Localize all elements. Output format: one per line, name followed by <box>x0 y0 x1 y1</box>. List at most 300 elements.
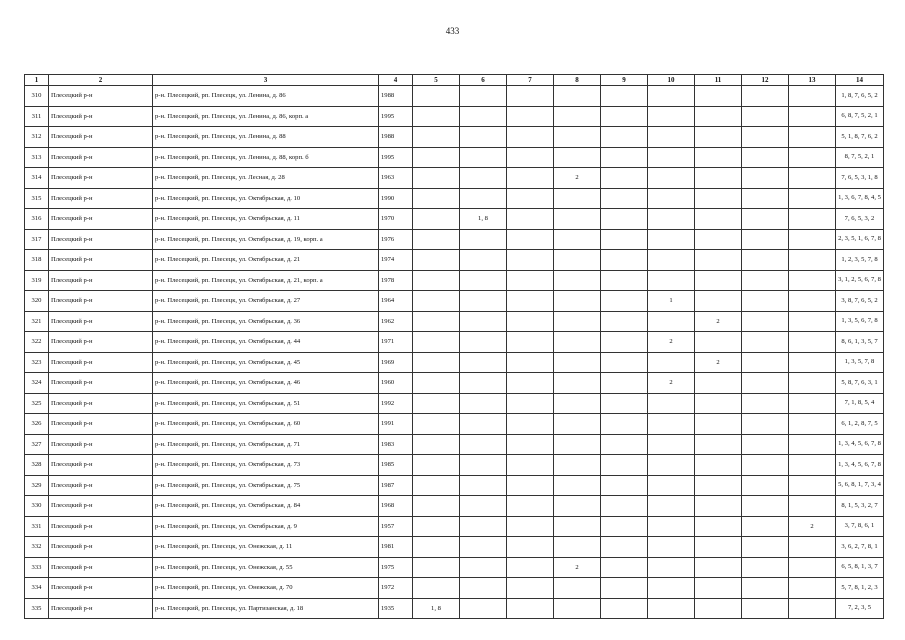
table-cell <box>507 496 554 517</box>
table-cell <box>742 106 789 127</box>
codes-cell: 8, 7, 5, 2, 1 <box>836 147 884 168</box>
district-cell: Плесецкий р-н <box>49 393 153 414</box>
table-row <box>25 434 884 455</box>
table-cell <box>789 311 836 332</box>
address-cell: р-н. Плесецкий, рп. Плесецк, ул. Ленина, д. 86 <box>153 86 379 107</box>
address-cell: р-н. Плесецкий, рп. Плесецк, ул. Октябрьская, д. 45 <box>153 352 379 373</box>
table-cell <box>601 332 648 353</box>
year-cell: 1968 <box>379 496 413 517</box>
table-cell <box>460 414 507 435</box>
address-cell: р-н. Плесецкий, рп. Плесецк, ул. Октябрьская, д. 71 <box>153 434 379 455</box>
table-cell <box>695 250 742 271</box>
table-cell <box>507 291 554 312</box>
table-cell <box>507 578 554 599</box>
table-cell <box>601 598 648 619</box>
table-cell <box>742 598 789 619</box>
codes-cell: 7, 6, 5, 3, 2 <box>836 209 884 230</box>
codes-cell: 6, 8, 7, 5, 2, 1 <box>836 106 884 127</box>
table-cell <box>789 557 836 578</box>
table-cell <box>695 106 742 127</box>
table-cell <box>648 147 695 168</box>
table-row <box>25 86 884 107</box>
table-cell <box>789 332 836 353</box>
row-number-cell: 320 <box>25 291 49 312</box>
table-cell <box>695 127 742 148</box>
table-cell <box>460 578 507 599</box>
table-row <box>25 455 884 476</box>
table-cell <box>413 578 460 599</box>
table-cell <box>460 537 507 558</box>
table-cell <box>460 455 507 476</box>
table-cell <box>648 475 695 496</box>
table-cell <box>695 578 742 599</box>
table-cell <box>789 209 836 230</box>
row-number-cell: 310 <box>25 86 49 107</box>
table-cell <box>460 106 507 127</box>
table-cell <box>648 229 695 250</box>
address-cell: р-н. Плесецкий, рп. Плесецк, ул. Онежская, д. 55 <box>153 557 379 578</box>
address-cell: р-н. Плесецкий, рп. Плесецк, ул. Октябрьская, д. 10 <box>153 188 379 209</box>
row-number-cell: 328 <box>25 455 49 476</box>
table-cell <box>554 127 601 148</box>
table-cell: 2 <box>554 557 601 578</box>
table-cell <box>789 86 836 107</box>
table-cell <box>554 516 601 537</box>
table-body <box>25 86 884 619</box>
table-row <box>25 291 884 312</box>
table-cell <box>648 598 695 619</box>
table-cell <box>460 332 507 353</box>
column-header: 8 <box>554 75 601 86</box>
table-cell <box>413 209 460 230</box>
table-cell <box>460 291 507 312</box>
table-cell <box>695 537 742 558</box>
table-cell <box>695 229 742 250</box>
table-row <box>25 537 884 558</box>
row-number-cell: 326 <box>25 414 49 435</box>
table-cell <box>742 414 789 435</box>
district-cell: Плесецкий р-н <box>49 352 153 373</box>
table-row <box>25 270 884 291</box>
table-cell <box>413 537 460 558</box>
table-cell: 1, 8 <box>413 598 460 619</box>
header-row <box>25 75 884 86</box>
table-cell <box>460 598 507 619</box>
table-cell <box>554 311 601 332</box>
row-number-cell: 315 <box>25 188 49 209</box>
table-cell <box>695 557 742 578</box>
row-number-cell: 329 <box>25 475 49 496</box>
table-row <box>25 229 884 250</box>
table-cell: 1, 8 <box>460 209 507 230</box>
district-cell: Плесецкий р-н <box>49 516 153 537</box>
table-cell <box>507 332 554 353</box>
row-number-cell: 318 <box>25 250 49 271</box>
table-cell <box>789 414 836 435</box>
table-cell <box>554 598 601 619</box>
codes-cell: 3, 7, 8, 6, 1 <box>836 516 884 537</box>
table-cell <box>648 86 695 107</box>
table-cell <box>601 229 648 250</box>
year-cell: 1992 <box>379 393 413 414</box>
district-cell: Плесецкий р-н <box>49 291 153 312</box>
table-cell <box>742 188 789 209</box>
table-cell <box>742 168 789 189</box>
table-cell <box>413 332 460 353</box>
column-header: 9 <box>601 75 648 86</box>
table-cell <box>742 455 789 476</box>
year-cell: 1981 <box>379 537 413 558</box>
year-cell: 1983 <box>379 434 413 455</box>
table-cell <box>460 373 507 394</box>
row-number-cell: 330 <box>25 496 49 517</box>
table-cell <box>413 291 460 312</box>
table-row <box>25 250 884 271</box>
table-cell <box>789 537 836 558</box>
codes-cell: 8, 1, 5, 3, 2, 7 <box>836 496 884 517</box>
row-number-cell: 319 <box>25 270 49 291</box>
table-cell <box>742 475 789 496</box>
table-cell <box>601 86 648 107</box>
year-cell: 1974 <box>379 250 413 271</box>
table-cell <box>742 270 789 291</box>
table-cell <box>554 188 601 209</box>
table-cell <box>507 188 554 209</box>
district-cell: Плесецкий р-н <box>49 537 153 558</box>
table-cell <box>601 414 648 435</box>
column-header: 12 <box>742 75 789 86</box>
table-row <box>25 147 884 168</box>
table-cell <box>648 414 695 435</box>
row-number-cell: 331 <box>25 516 49 537</box>
codes-cell: 1, 3, 6, 7, 8, 4, 5 <box>836 188 884 209</box>
year-cell: 1964 <box>379 291 413 312</box>
district-cell: Плесецкий р-н <box>49 578 153 599</box>
column-header: 3 <box>153 75 379 86</box>
district-cell: Плесецкий р-н <box>49 455 153 476</box>
table-row <box>25 311 884 332</box>
district-cell: Плесецкий р-н <box>49 557 153 578</box>
address-cell: р-н. Плесецкий, рп. Плесецк, ул. Октябрьская, д. 73 <box>153 455 379 476</box>
table-cell <box>789 229 836 250</box>
table-cell <box>789 578 836 599</box>
codes-cell: 2, 3, 5, 1, 6, 7, 8 <box>836 229 884 250</box>
row-number-cell: 321 <box>25 311 49 332</box>
table-cell <box>507 414 554 435</box>
table-cell: 2 <box>789 516 836 537</box>
district-cell: Плесецкий р-н <box>49 86 153 107</box>
table-cell <box>601 127 648 148</box>
codes-cell: 3, 6, 2, 7, 8, 1 <box>836 537 884 558</box>
table-row <box>25 106 884 127</box>
table-cell <box>601 537 648 558</box>
year-cell: 1975 <box>379 557 413 578</box>
table-cell <box>648 434 695 455</box>
table-cell <box>648 106 695 127</box>
table-row <box>25 578 884 599</box>
table-cell <box>601 455 648 476</box>
table-cell <box>695 270 742 291</box>
table-row <box>25 516 884 537</box>
table-cell <box>460 516 507 537</box>
table-cell <box>507 352 554 373</box>
table-row <box>25 209 884 230</box>
table-row <box>25 393 884 414</box>
table-cell <box>601 147 648 168</box>
table-cell <box>413 147 460 168</box>
table-row <box>25 188 884 209</box>
table-row <box>25 127 884 148</box>
table-cell <box>601 168 648 189</box>
table-cell: 2 <box>695 311 742 332</box>
table-cell <box>742 127 789 148</box>
table-cell: 2 <box>648 332 695 353</box>
table-cell <box>742 250 789 271</box>
row-number-cell: 311 <box>25 106 49 127</box>
table-cell <box>507 516 554 537</box>
address-cell: р-н. Плесецкий, рп. Плесецк, ул. Октябрьская, д. 27 <box>153 291 379 312</box>
table-cell <box>460 168 507 189</box>
table-cell <box>413 373 460 394</box>
table-cell <box>507 455 554 476</box>
address-cell: р-н. Плесецкий, рп. Плесецк, ул. Октябрьская, д. 51 <box>153 393 379 414</box>
table-cell <box>507 537 554 558</box>
table-cell: 2 <box>554 168 601 189</box>
table-cell <box>695 373 742 394</box>
table-cell <box>695 475 742 496</box>
table-cell <box>648 455 695 476</box>
table-cell <box>413 168 460 189</box>
table-cell <box>460 147 507 168</box>
year-cell: 1995 <box>379 106 413 127</box>
table-cell <box>742 86 789 107</box>
table-cell <box>507 127 554 148</box>
codes-cell: 5, 8, 7, 6, 3, 1 <box>836 373 884 394</box>
year-cell: 1991 <box>379 414 413 435</box>
year-cell: 1995 <box>379 147 413 168</box>
table-cell <box>695 291 742 312</box>
table-cell <box>413 229 460 250</box>
table-cell <box>507 250 554 271</box>
table-cell: 1 <box>648 291 695 312</box>
codes-cell: 1, 3, 5, 6, 7, 8 <box>836 311 884 332</box>
table-cell <box>507 434 554 455</box>
table-cell <box>695 209 742 230</box>
year-cell: 1990 <box>379 188 413 209</box>
codes-cell: 7, 1, 8, 5, 4 <box>836 393 884 414</box>
district-cell: Плесецкий р-н <box>49 434 153 455</box>
row-number-cell: 316 <box>25 209 49 230</box>
table-cell <box>601 270 648 291</box>
year-cell: 1960 <box>379 373 413 394</box>
table-cell <box>789 455 836 476</box>
year-cell: 1963 <box>379 168 413 189</box>
row-number-cell: 325 <box>25 393 49 414</box>
table-cell <box>789 147 836 168</box>
table-cell <box>789 434 836 455</box>
year-cell: 1935 <box>379 598 413 619</box>
table-cell <box>789 373 836 394</box>
column-header: 6 <box>460 75 507 86</box>
address-cell: р-н. Плесецкий, рп. Плесецк, ул. Онежская, д. 70 <box>153 578 379 599</box>
address-cell: р-н. Плесецкий, рп. Плесецк, ул. Октябрьская, д. 75 <box>153 475 379 496</box>
table-cell <box>648 496 695 517</box>
address-cell: р-н. Плесецкий, рп. Плесецк, ул. Октябрьская, д. 9 <box>153 516 379 537</box>
district-cell: Плесецкий р-н <box>49 229 153 250</box>
table-cell <box>601 106 648 127</box>
table-cell <box>648 311 695 332</box>
table-cell <box>413 393 460 414</box>
table-cell <box>413 496 460 517</box>
table-cell <box>507 598 554 619</box>
column-header: 13 <box>789 75 836 86</box>
table-row <box>25 414 884 435</box>
table-cell: 2 <box>648 373 695 394</box>
table-cell <box>648 393 695 414</box>
year-cell: 1957 <box>379 516 413 537</box>
codes-cell: 1, 3, 4, 5, 6, 7, 8 <box>836 434 884 455</box>
year-cell: 1987 <box>379 475 413 496</box>
table-cell <box>601 311 648 332</box>
table-cell <box>742 147 789 168</box>
address-cell: р-н. Плесецкий, рп. Плесецк, ул. Октябрьская, д. 46 <box>153 373 379 394</box>
column-header: 10 <box>648 75 695 86</box>
table-cell <box>460 393 507 414</box>
table-cell <box>554 106 601 127</box>
table-cell <box>507 229 554 250</box>
column-header: 11 <box>695 75 742 86</box>
table-row <box>25 168 884 189</box>
table-cell <box>742 311 789 332</box>
table-cell <box>507 311 554 332</box>
district-cell: Плесецкий р-н <box>49 250 153 271</box>
table-cell <box>554 270 601 291</box>
table-cell <box>554 475 601 496</box>
table-cell <box>507 209 554 230</box>
table-cell <box>601 434 648 455</box>
codes-cell: 8, 6, 1, 3, 5, 7 <box>836 332 884 353</box>
table-cell <box>413 475 460 496</box>
table-cell <box>789 106 836 127</box>
codes-cell: 3, 1, 2, 5, 6, 7, 8 <box>836 270 884 291</box>
district-cell: Плесецкий р-н <box>49 209 153 230</box>
table-cell <box>601 578 648 599</box>
row-number-cell: 333 <box>25 557 49 578</box>
table-cell <box>742 393 789 414</box>
row-number-cell: 323 <box>25 352 49 373</box>
codes-cell: 7, 2, 3, 5 <box>836 598 884 619</box>
table-cell <box>601 373 648 394</box>
table-cell <box>648 127 695 148</box>
district-cell: Плесецкий р-н <box>49 106 153 127</box>
district-cell: Плесецкий р-н <box>49 127 153 148</box>
codes-cell: 1, 3, 4, 5, 6, 7, 8 <box>836 455 884 476</box>
address-cell: р-н. Плесецкий, рп. Плесецк, ул. Октябрьская, д. 21 <box>153 250 379 271</box>
codes-cell: 1, 3, 5, 7, 8 <box>836 352 884 373</box>
table-cell <box>507 106 554 127</box>
codes-cell: 5, 6, 8, 1, 7, 3, 4 <box>836 475 884 496</box>
address-cell: р-н. Плесецкий, рп. Плесецк, ул. Партизанская, д. 18 <box>153 598 379 619</box>
table-cell <box>413 86 460 107</box>
table-cell <box>413 557 460 578</box>
data-table <box>24 74 884 619</box>
row-number-cell: 327 <box>25 434 49 455</box>
table-cell <box>413 455 460 476</box>
address-cell: р-н. Плесецкий, рп. Плесецк, ул. Октябрьская, д. 84 <box>153 496 379 517</box>
table-cell <box>601 291 648 312</box>
table-cell <box>742 332 789 353</box>
address-cell: р-н. Плесецкий, рп. Плесецк, ул. Ленина, д. 86, корп. а <box>153 106 379 127</box>
table-cell <box>413 188 460 209</box>
table-cell <box>601 209 648 230</box>
district-cell: Плесецкий р-н <box>49 373 153 394</box>
table-cell <box>507 147 554 168</box>
table-cell <box>648 209 695 230</box>
table-cell <box>460 188 507 209</box>
row-number-cell: 317 <box>25 229 49 250</box>
table-row <box>25 557 884 578</box>
table-cell <box>648 557 695 578</box>
table-cell <box>507 557 554 578</box>
table-cell <box>413 352 460 373</box>
address-cell: р-н. Плесецкий, рп. Плесецк, ул. Октябрьская, д. 44 <box>153 332 379 353</box>
address-cell: р-н. Плесецкий, рп. Плесецк, ул. Октябрьская, д. 19, корп. а <box>153 229 379 250</box>
table-cell <box>507 168 554 189</box>
table-cell <box>695 434 742 455</box>
year-cell: 1978 <box>379 270 413 291</box>
table-cell <box>413 516 460 537</box>
table-cell <box>695 147 742 168</box>
table-cell <box>460 127 507 148</box>
table-cell <box>413 270 460 291</box>
table-cell <box>554 209 601 230</box>
year-cell: 1969 <box>379 352 413 373</box>
table-cell <box>789 475 836 496</box>
table-cell <box>789 496 836 517</box>
table-cell <box>554 250 601 271</box>
address-cell: р-н. Плесецкий, рп. Плесецк, ул. Онежская, д. 11 <box>153 537 379 558</box>
page-number: 433 <box>445 26 460 36</box>
district-cell: Плесецкий р-н <box>49 475 153 496</box>
table-cell <box>742 291 789 312</box>
table-cell <box>742 434 789 455</box>
table-cell <box>460 229 507 250</box>
column-header: 5 <box>413 75 460 86</box>
table-cell <box>695 598 742 619</box>
codes-cell: 3, 8, 7, 6, 5, 2 <box>836 291 884 312</box>
district-cell: Плесецкий р-н <box>49 496 153 517</box>
table-cell <box>695 516 742 537</box>
district-cell: Плесецкий р-н <box>49 188 153 209</box>
table-cell <box>695 414 742 435</box>
year-cell: 1970 <box>379 209 413 230</box>
table-cell <box>554 455 601 476</box>
table-cell <box>742 578 789 599</box>
column-header: 4 <box>379 75 413 86</box>
table-cell <box>413 106 460 127</box>
address-cell: р-н. Плесецкий, рп. Плесецк, ул. Октябрьская, д. 11 <box>153 209 379 230</box>
table-cell <box>695 393 742 414</box>
table-cell <box>742 229 789 250</box>
table-cell <box>507 393 554 414</box>
table-cell <box>554 86 601 107</box>
table-cell <box>554 578 601 599</box>
address-cell: р-н. Плесецкий, рп. Плесецк, ул. Октябрьская, д. 36 <box>153 311 379 332</box>
codes-cell: 7, 6, 5, 3, 1, 8 <box>836 168 884 189</box>
table-cell <box>742 496 789 517</box>
table-cell <box>507 86 554 107</box>
table-cell <box>460 434 507 455</box>
